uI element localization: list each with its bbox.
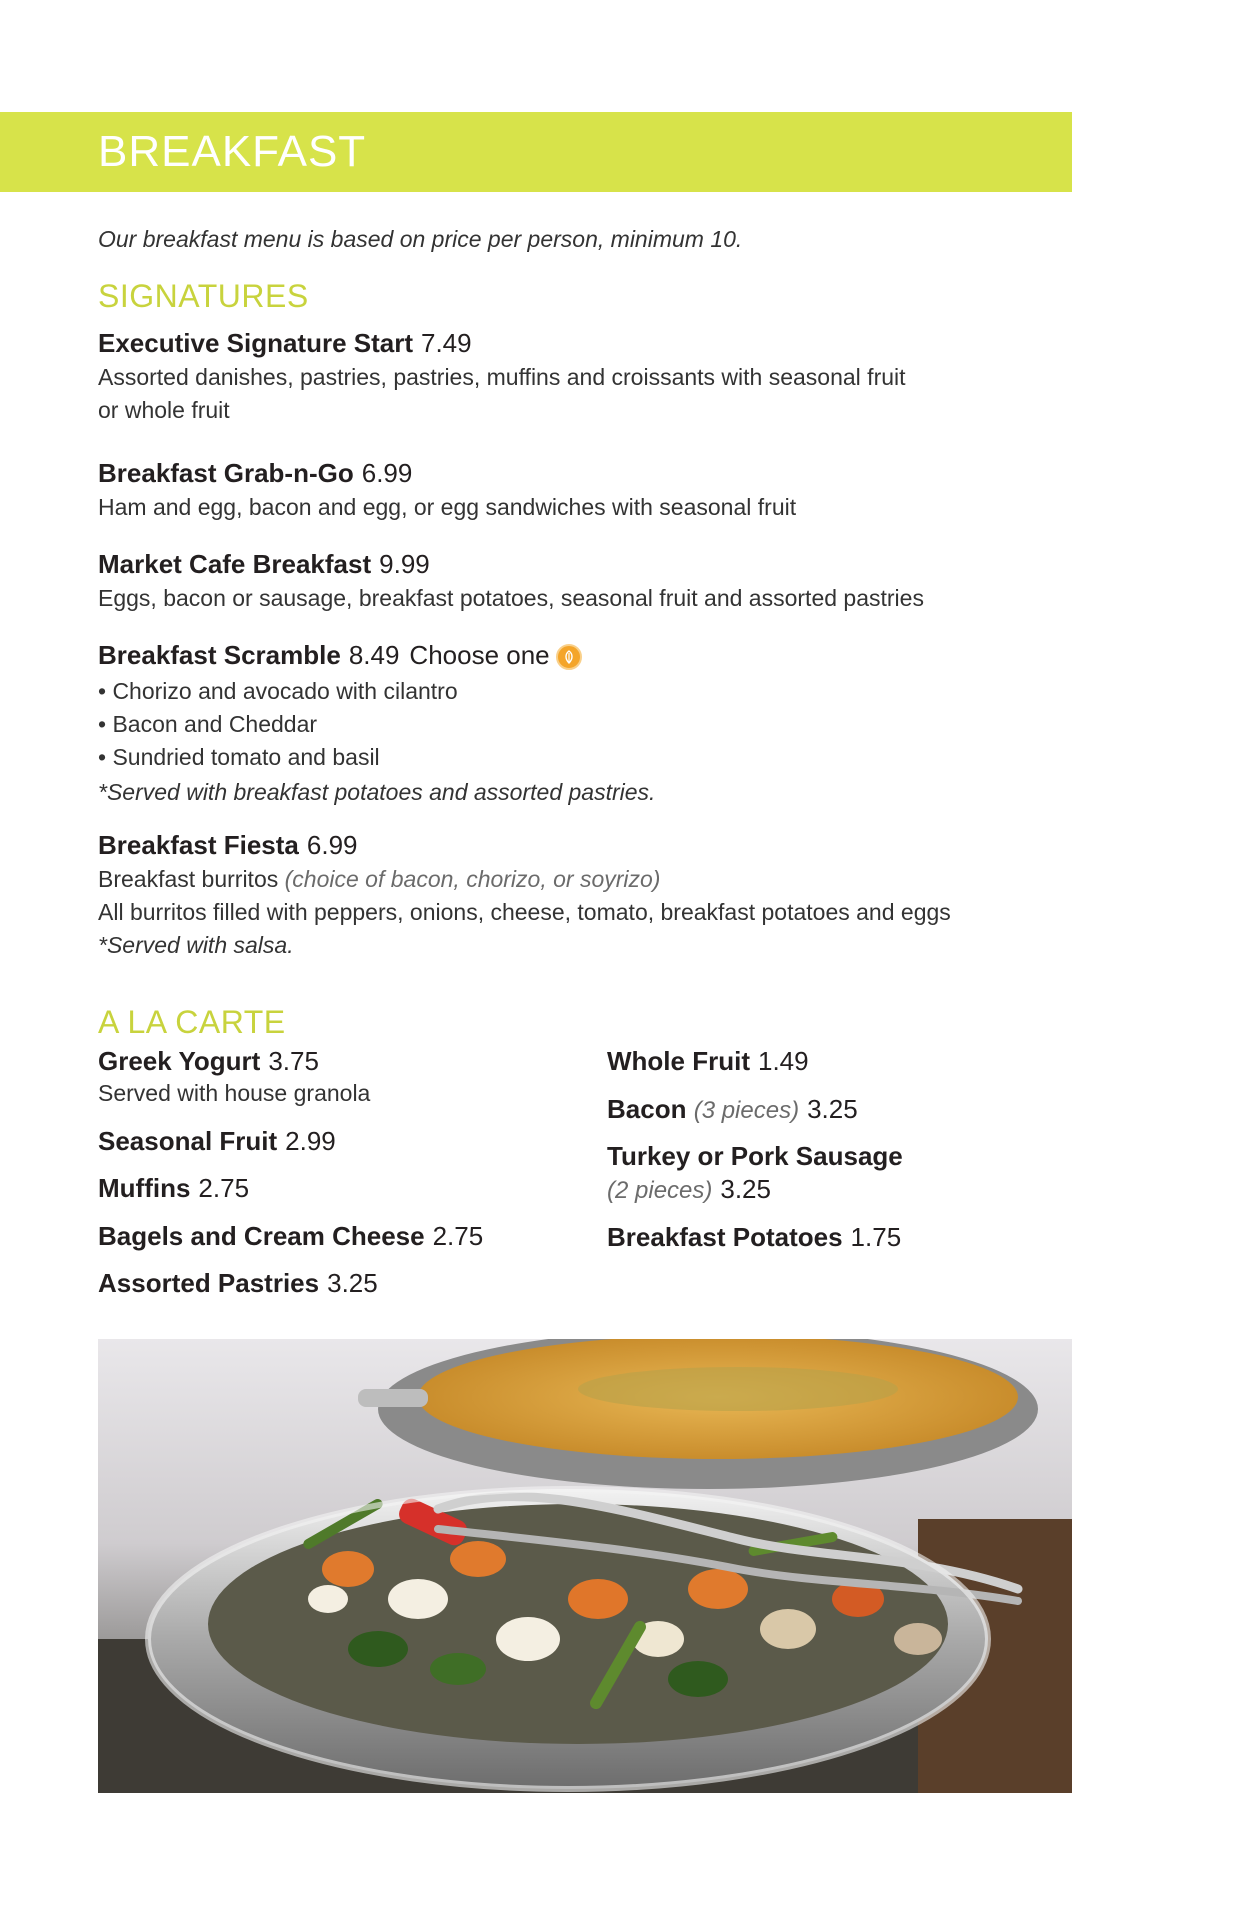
item-name: Muffins bbox=[98, 1173, 191, 1203]
alc-item-bagels-and-cream-cheese bbox=[98, 1221, 483, 1252]
item-price: 2.99 bbox=[285, 1126, 336, 1156]
alc-item-turkey-or-pork-sausage bbox=[607, 1141, 903, 1205]
item-description: or whole fruit bbox=[98, 397, 230, 423]
menu-item-executive-signature-start bbox=[98, 328, 1038, 427]
item-name: Assorted Pastries bbox=[98, 1268, 320, 1298]
alc-item-assorted-pastries bbox=[98, 1268, 378, 1299]
item-name: Bacon bbox=[607, 1094, 687, 1124]
item-price: 3.25 bbox=[720, 1174, 771, 1204]
item-description: Assorted danishes, pastries, pastries, muffins and croissants with seasonal fruit bbox=[98, 364, 906, 390]
item-option: • Bacon and Cheddar bbox=[98, 710, 318, 737]
menu-item-breakfast-grab-n-go bbox=[98, 458, 1038, 524]
page-title: BREAKFAST bbox=[98, 127, 367, 176]
item-price: 3.75 bbox=[268, 1046, 319, 1076]
item-description bbox=[98, 863, 1038, 896]
item-price: 2.75 bbox=[432, 1221, 484, 1251]
item-name: Greek Yogurt bbox=[98, 1046, 261, 1076]
item-description: Eggs, bacon or sausage, breakfast potatoes, seasonal fruit and assorted pastries bbox=[98, 585, 924, 611]
item-name: Market Cafe Breakfast bbox=[98, 549, 372, 579]
item-price: 1.49 bbox=[757, 1046, 809, 1076]
item-note: *Served with salsa. bbox=[98, 932, 294, 958]
item-quantity: (3 pieces) bbox=[693, 1097, 800, 1124]
item-option: • Sundried tomato and basil bbox=[98, 743, 380, 770]
alc-item-whole-fruit bbox=[607, 1046, 809, 1077]
alc-item-seasonal-fruit bbox=[98, 1126, 336, 1157]
item-name: Bagels and Cream Cheese bbox=[98, 1221, 425, 1251]
item-name: Executive Signature Start bbox=[98, 328, 413, 358]
menu-item-breakfast-fiesta bbox=[98, 830, 1038, 962]
item-price: 8.49 bbox=[348, 640, 400, 670]
alc-item-greek-yogurt bbox=[98, 1046, 370, 1110]
alc-item-bacon bbox=[607, 1094, 858, 1125]
section-heading-signatures: SIGNATURES bbox=[98, 278, 309, 314]
item-option: • Chorizo and avocado with cilantro bbox=[98, 677, 458, 704]
item-quantity: (2 pieces) bbox=[607, 1177, 713, 1204]
item-name: Breakfast Grab-n-Go bbox=[98, 458, 354, 488]
intro-text: Our breakfast menu is based on price per person, minimum 10. bbox=[98, 226, 743, 252]
item-note: *Served with breakfast potatoes and assorted pastries. bbox=[98, 778, 656, 805]
item-price: 1.75 bbox=[850, 1222, 902, 1252]
item-price: 3.25 bbox=[807, 1094, 858, 1124]
item-price: 6.99 bbox=[306, 830, 358, 860]
item-choice-note: (choice of bacon, chorizo, or soyrizo) bbox=[284, 866, 661, 892]
item-description: Ham and egg, bacon and egg, or egg sandwiches with seasonal fruit bbox=[98, 494, 797, 520]
item-name: Whole Fruit bbox=[607, 1046, 750, 1076]
item-name: Breakfast Fiesta bbox=[98, 830, 299, 860]
item-name: Turkey or Pork Sausage bbox=[607, 1141, 903, 1171]
menu-item-market-cafe-breakfast bbox=[98, 549, 1038, 615]
item-price: 9.99 bbox=[379, 549, 430, 579]
item-price: 2.75 bbox=[198, 1173, 250, 1203]
section-heading-a-la-carte: A LA CARTE bbox=[98, 1004, 286, 1040]
item-description: Served with house granola bbox=[98, 1080, 371, 1106]
item-description: All burritos filled with peppers, onions, cheese, tomato, breakfast potatoes and eggs bbox=[98, 899, 951, 925]
item-name: Breakfast Scramble bbox=[98, 640, 341, 670]
item-price: 3.25 bbox=[327, 1268, 378, 1298]
item-name: Seasonal Fruit bbox=[98, 1126, 278, 1156]
item-description-text: Breakfast burritos bbox=[98, 866, 279, 892]
alc-item-breakfast-potatoes bbox=[607, 1222, 901, 1253]
vegetarian-leaf-icon bbox=[556, 644, 582, 670]
item-choice-label: Choose one bbox=[409, 640, 550, 670]
menu-item-breakfast-scramble bbox=[98, 640, 1038, 809]
item-name: Breakfast Potatoes bbox=[607, 1222, 843, 1252]
roasted-vegetables-pan-photo bbox=[98, 1339, 1072, 1793]
alc-item-muffins bbox=[98, 1173, 249, 1204]
item-price: 7.49 bbox=[421, 328, 472, 358]
item-price: 6.99 bbox=[361, 458, 413, 488]
